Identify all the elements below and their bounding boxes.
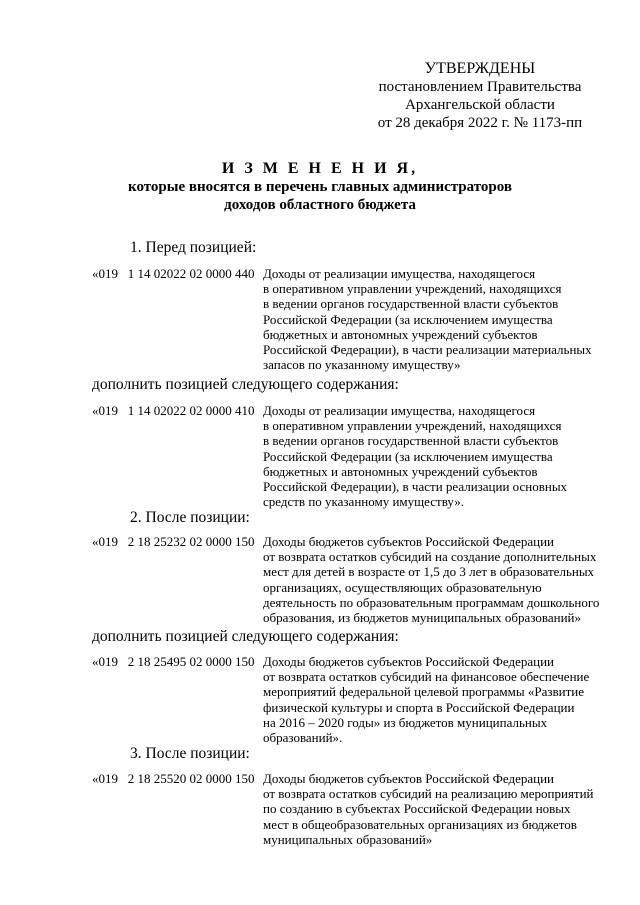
approval-line-2: Архангельской области <box>405 97 555 113</box>
position-code-3: «019 2 18 25232 02 0000 150 <box>92 534 255 549</box>
step-1-label: 1. Перед позицией: <box>130 239 257 256</box>
approval-line-1: постановлением Правительства <box>378 79 582 95</box>
heading-line-2: доходов областного бюджета <box>224 197 416 213</box>
position-code-5: «019 2 18 25520 02 0000 150 <box>92 771 255 786</box>
position-code-4: «019 2 18 25495 02 0000 150 <box>92 654 255 669</box>
step-3-label: 3. После позиции: <box>130 745 250 762</box>
document-heading <box>0 160 640 214</box>
approval-line-3: от 28 декабря 2022 г. № 1173-пп <box>377 115 583 131</box>
position-desc-1: Доходы от реализации имущества, находящегося в оперативном управлении учреждений, находящихся в ведении органов государственной власти субъектов Российской Федерации (за исключением имущества бюджетных и автономных учреждений субъектов Российской Федерации), в части реализации материальных запасов по указанному имуществу» <box>263 266 592 373</box>
add-position-label-1: дополнить позицией следующего содержания: <box>92 376 399 393</box>
position-code-1: «019 1 14 02022 02 0000 440 <box>92 266 255 281</box>
approval-block <box>350 60 610 132</box>
approval-title: УТВЕРЖДЕНЫ <box>424 60 536 77</box>
position-desc-5: Доходы бюджетов субъектов Российской Федерации от возврата остатков субсидий на реализацию мероприятий по созданию в субъектах Российской Федерации новых мест в общеобразовательных организациях из бюджетов муниципальных образований» <box>263 771 594 847</box>
add-position-label-2: дополнить позицией следующего содержания: <box>92 628 399 645</box>
heading-title: И З М Е Н Е Н И Я, <box>221 160 419 177</box>
step-2-label: 2. После позиции: <box>130 509 250 526</box>
position-desc-3: Доходы бюджетов субъектов Российской Федерации от возврата остатков субсидий на создание дополнительных мест для детей в возрасте от 1,5 до 3 лет в образовательных организациях, осуществляющих образовательную деятельность по образовательным программам дошкольного образования, из бюджетов муниципальных образований» <box>263 534 600 626</box>
position-desc-2: Доходы от реализации имущества, находящегося в оперативном управлении учреждений, находящихся в ведении органов государственной власти субъектов Российской Федерации (за исключением имущества бюджетных и автономных учреждений субъектов Российской Федерации), в части реализации основных средств по указанному имуществу». <box>263 403 568 510</box>
position-desc-4: Доходы бюджетов субъектов Российской Федерации от возврата остатков субсидий на финансовое обеспечение мероприятий федеральной целевой программы «Развитие физической культуры и спорта в Российской Федерации на 2016 – 2020 годы» из бюджетов муниципальных образований». <box>263 654 590 746</box>
heading-line-1: которые вносятся в перечень главных администраторов <box>128 179 512 195</box>
position-code-2: «019 1 14 02022 02 0000 410 <box>92 403 255 418</box>
